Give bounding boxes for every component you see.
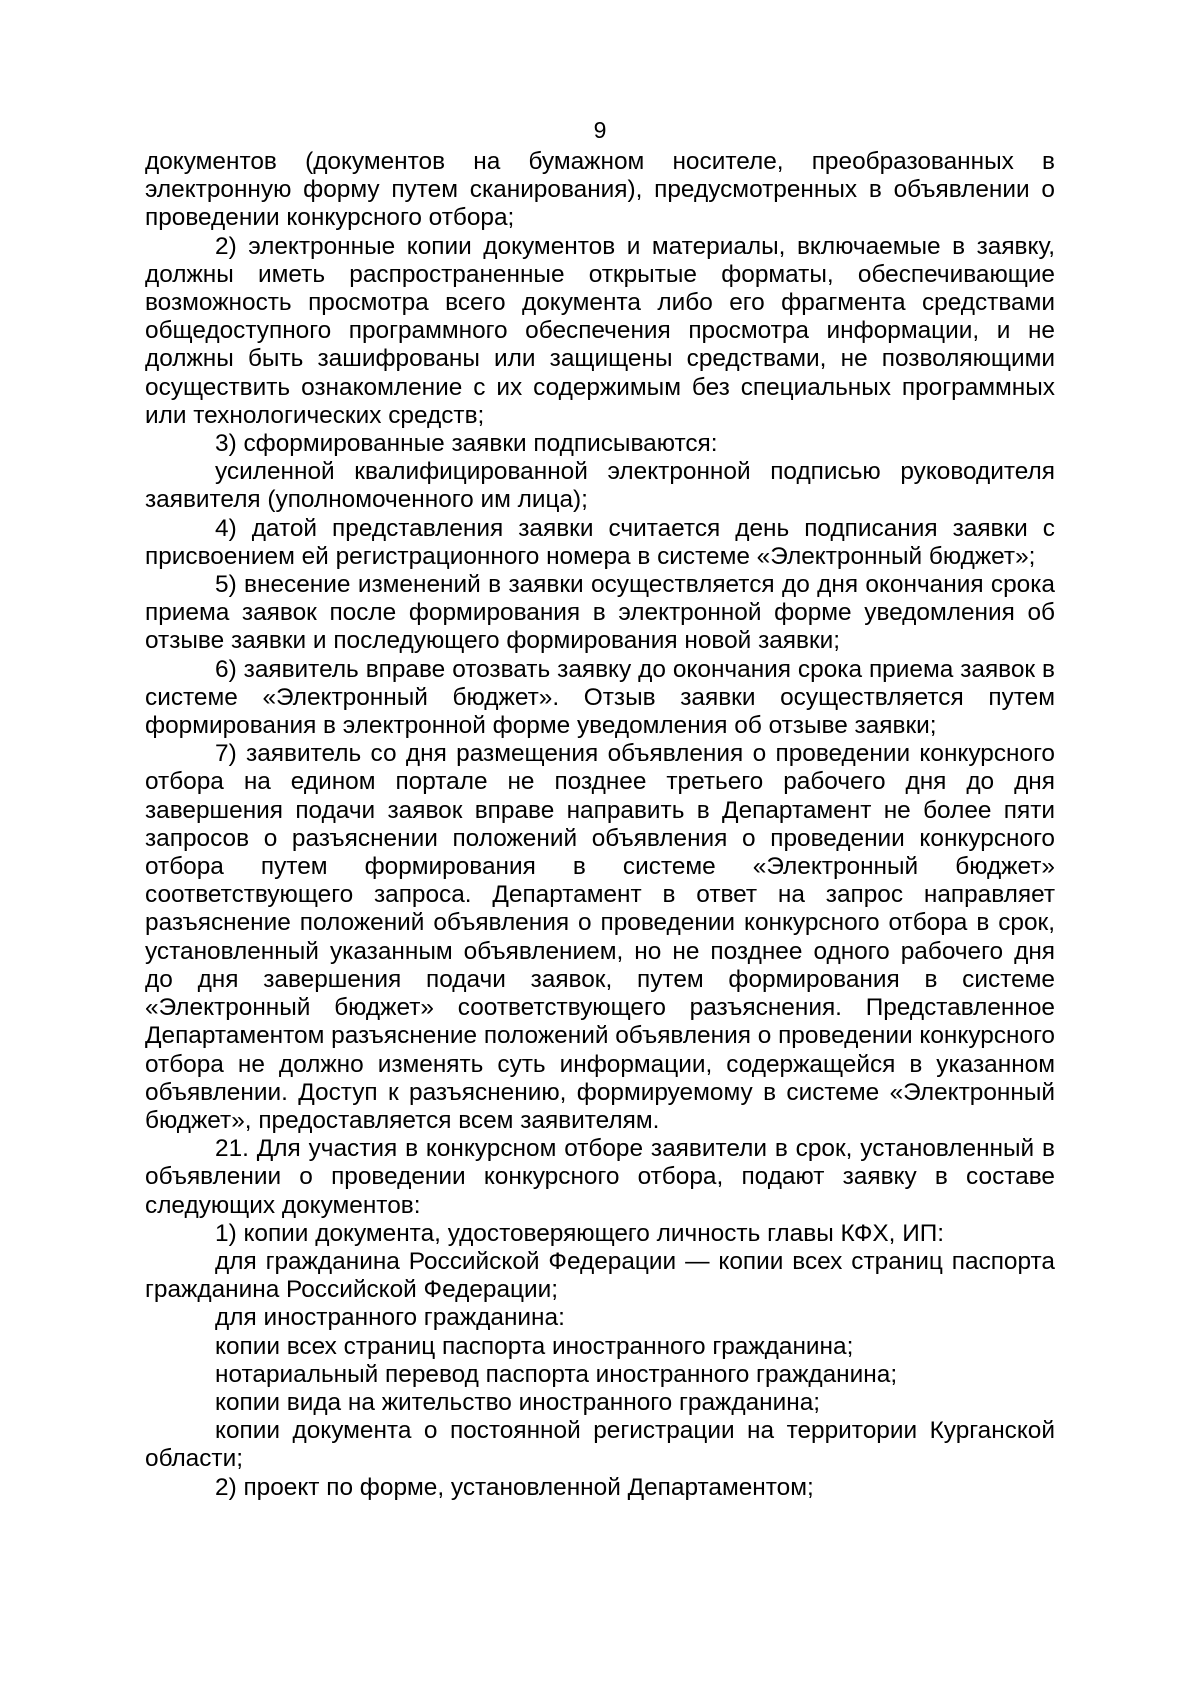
paragraph-foreign-passport-copies: копии всех страниц паспорта иностранного гражданина; — [215, 1332, 854, 1360]
paragraph-russian-citizen: для гражданина Российской Федерации — копии всех страниц паспорта гражданина Российской Федерации; — [145, 1247, 1055, 1304]
paragraph-item-2-electronic-copies: 2) электронные копии документов и материалы, включаемые в заявку, должны иметь распространенные открытые форматы, обеспечивающие возможность просмотра всего документа либо его фрагмента средствами общедоступного программного обеспечения просмотра информации, и не должны быть зашифрованы или защищены средствами, не позволяющими осуществить ознакомление с их содержимым без специальных программных или технологических средств; — [145, 232, 1055, 429]
paragraph-documents-continuation: документов (документов на бумажном носителе, преобразованных в электронную форму путем сканирования), предусмотренных в объявлении о проведении конкурсного отбора; — [145, 148, 1055, 232]
paragraph-section-21: 21. Для участия в конкурсном отборе заявители в срок, установленный в объявлении о проведении конкурсного отбора, подают заявку в составе следующих документов: — [145, 1135, 1055, 1219]
paragraph-item-4-submission-date: 4) датой представления заявки считается день подписания заявки с присвоением ей регистрационного номера в системе «Электронный бюджет»; — [145, 514, 1055, 570]
page-number: 9 — [593, 117, 607, 143]
paragraph-item-7-clarification-requests: 7) заявитель со дня размещения объявления о проведении конкурсного отбора на едином портале не позднее третьего рабочего дня до дня завершения подачи заявок вправе направить в Департамент не более пяти запросов о разъяснении положений объявления о проведении конкурсного отбора путем формирования в системе «Электронный бюджет» соответствующего запроса. Департамент в ответ на запрос направляет разъяснение положений объявления о проведении конкурсного отбора в срок, установленный указанным объявлением, но не позднее одного рабочего дня до дня завершения подачи заявок, путем формирования в системе «Электронный бюджет» соответствующего разъяснения. Представленное Департаментом разъяснение положений объявления о проведении конкурсного отбора не должно изменять суть информации, содержащейся в указанном объявлении. Доступ к разъяснению, формируемому в системе «Электронный бюджет», предоставляется всем заявителям. — [145, 740, 1055, 1134]
paragraph-item-5-changes: 5) внесение изменений в заявки осуществляется до дня окончания срока приема заявок после формирования в электронной форме уведомления об отзыве заявки и последующего формирования новой заявки; — [145, 571, 1055, 655]
paragraph-21-item-1-identity: 1) копии документа, удостоверяющего личность главы КФХ, ИП: — [215, 1219, 945, 1247]
paragraph-21-item-2-project: 2) проект по форме, установленной Департаментом; — [215, 1473, 814, 1501]
paragraph-item-6-withdrawal: 6) заявитель вправе отозвать заявку до окончания срока приема заявок в системе «Электронный бюджет». Отзыв заявки осуществляется путем формирования в электронной форме уведомления об отзыве заявки; — [145, 655, 1055, 740]
paragraph-qualified-signature: усиленной квалифицированной электронной подписью руководителя заявителя (уполномоченного им лица); — [145, 458, 1055, 514]
document-body — [145, 148, 1055, 1502]
paragraph-residence-permit: копии вида на жительство иностранного гражданина; — [215, 1388, 821, 1416]
paragraph-registration-copy: копии документа о постоянной регистрации на территории Курганской области; — [145, 1417, 1055, 1473]
paragraph-item-3-signing: 3) сформированные заявки подписываются: — [215, 430, 718, 458]
paragraph-foreign-citizen: для иностранного гражданина: — [215, 1304, 565, 1332]
paragraph-notarial-translation: нотариальный перевод паспорта иностранного гражданина; — [215, 1360, 898, 1388]
